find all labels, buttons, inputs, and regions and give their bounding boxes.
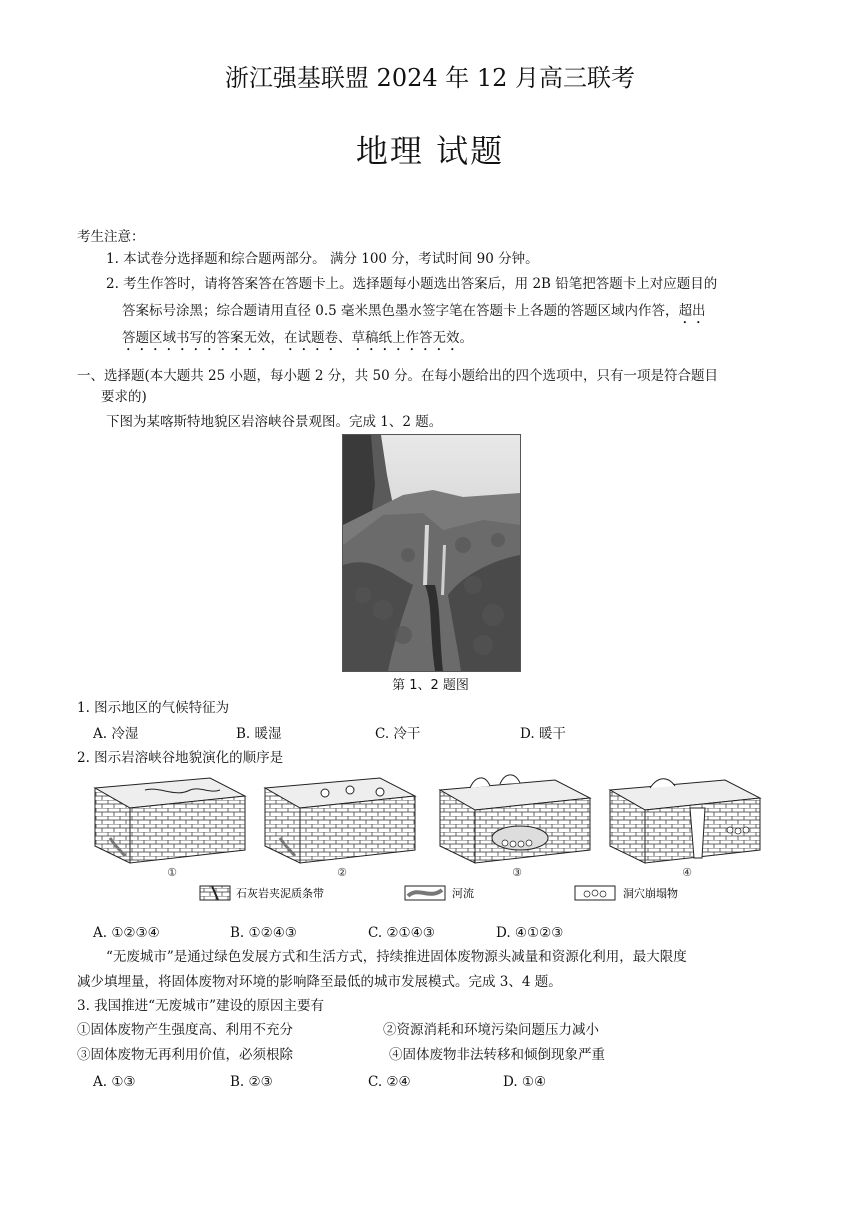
stage-3-block bbox=[440, 775, 590, 863]
passage-line-1: “无废城市”是通过绿色发展方式和生活方式，持续推进固体废物源头减量和资源化利用，最大限度 bbox=[106, 949, 687, 965]
stage-label-4: ④ bbox=[682, 866, 692, 879]
notice-item-1: 1. 本试卷分选择题和综合题两部分。 满分 100 分，考试时间 90 分钟。 bbox=[106, 251, 539, 267]
figure-caption: 第 1、2 题图 bbox=[392, 678, 469, 693]
stage-label-1: ① bbox=[167, 866, 177, 879]
karst-evolution-diagram bbox=[90, 768, 770, 908]
legend bbox=[200, 886, 678, 900]
legend-river-label: 河流 bbox=[452, 887, 474, 900]
exam-title: 浙江强基联盟 2024 年 12 月高三联考 bbox=[224, 64, 636, 92]
stage-label-3: ③ bbox=[512, 866, 522, 879]
q2-option-b: B. ①②④③ bbox=[230, 925, 297, 941]
legend-collapse-label: 洞穴崩塌物 bbox=[623, 887, 678, 900]
section-heading-line-2: 要求的) bbox=[101, 389, 147, 405]
q3-statement-2: ②资源消耗和环境污染问题压力减小 bbox=[383, 1022, 599, 1038]
q3-option-a: A. ①③ bbox=[93, 1074, 136, 1090]
q3-option-b: B. ②③ bbox=[230, 1074, 273, 1090]
q1-option-c: C. 冷干 bbox=[375, 726, 421, 742]
q3-statement-1: ①固体废物产生强度高、利用不充分 bbox=[77, 1022, 293, 1038]
q3-option-c: C. ②④ bbox=[368, 1074, 411, 1090]
notice-item-2-line-2 bbox=[122, 302, 706, 327]
q2-option-c: C. ②①④③ bbox=[368, 925, 435, 941]
q3-option-d: D. ①④ bbox=[503, 1074, 547, 1090]
q1-option-d: D. 暖干 bbox=[520, 726, 566, 742]
legend-limestone-label: 石灰岩夹泥质条带 bbox=[236, 887, 324, 900]
notice-item-2-line-3: 答题区域书写的答案无效，在试题卷、草稿纸上作答无效。 bbox=[122, 330, 473, 346]
q3-statement-4: ④固体废物非法转移和倾倒现象严重 bbox=[389, 1047, 605, 1063]
notice-item-2-line-2-text: 答案标号涂黑；综合题请用直径 0.5 毫米黑色墨水签字笔在答题卡上各题的答题区域内作答， bbox=[122, 303, 679, 319]
q3-stem: 3. 我国推进“无废城市”建设的原因主要有 bbox=[77, 998, 324, 1014]
notice-emphasis-start: 超出 bbox=[678, 303, 706, 319]
passage-line-2: 减少填埋量，将固体废物对环境的影响降至最低的城市发展模式。完成 3、4 题。 bbox=[77, 974, 562, 990]
q1-option-a: A. 冷湿 bbox=[93, 726, 139, 742]
notice-heading: 考生注意： bbox=[77, 229, 145, 245]
karst-canyon-image bbox=[343, 435, 520, 671]
stage-1-block bbox=[95, 778, 245, 863]
stage-4-block bbox=[610, 779, 760, 863]
subject-title: 地理 试题 bbox=[355, 132, 505, 170]
karst-evolution-svg bbox=[90, 768, 770, 908]
q1-option-b: B. 暖湿 bbox=[236, 726, 282, 742]
q2-stem: 2. 图示岩溶峡谷地貌演化的顺序是 bbox=[77, 750, 284, 766]
q2-option-a: A. ①②③④ bbox=[93, 925, 160, 941]
karst-canyon-photo bbox=[342, 434, 521, 672]
intro-q1-2: 下图为某喀斯特地貌区岩溶峡谷景观图。完成 1、2 题。 bbox=[106, 414, 443, 430]
q2-option-d: D. ④①②③ bbox=[496, 925, 564, 941]
stage-label-2: ② bbox=[337, 866, 347, 879]
legend-collapse-debris bbox=[584, 890, 606, 897]
notice-item-2-line-1: 2. 考生作答时，请将答案答在答题卡上。选择题每小题选出答案后，用 2B 铅笔把答题卡上对应题目的 bbox=[106, 276, 718, 292]
section-heading-line-1: 一、选择题(本大题共 25 小题，每小题 2 分，共 50 分。在每小题给出的四个选项中，只有一项是符合题目 bbox=[77, 368, 718, 384]
q1-stem: 1. 图示地区的气候特征为 bbox=[77, 700, 230, 716]
stage-2-block bbox=[265, 778, 415, 863]
q3-statement-3: ③固体废物无再利用价值，必须根除 bbox=[77, 1047, 293, 1063]
